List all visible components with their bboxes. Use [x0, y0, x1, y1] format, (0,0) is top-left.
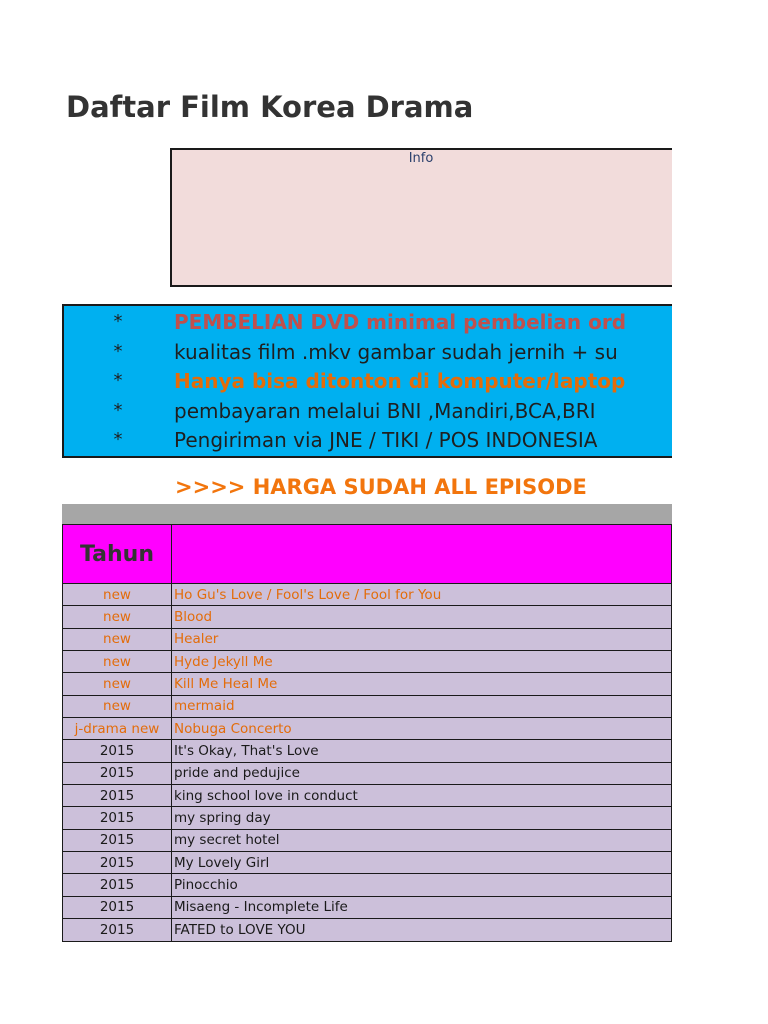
- year-cell: j-drama new: [63, 718, 172, 740]
- notice-item: [64, 307, 672, 337]
- table-row: [63, 852, 672, 874]
- notice-text: kualitas film .mkv gambar sudah jernih + su: [174, 339, 618, 364]
- notice-item: [64, 425, 672, 455]
- table-row: [63, 762, 672, 784]
- bullet-marker: *: [113, 429, 123, 451]
- notice-item: [64, 337, 672, 367]
- bullet-marker: *: [113, 399, 123, 421]
- table-row: [63, 740, 672, 762]
- year-cell: new: [63, 628, 172, 650]
- title-cell: my spring day: [172, 807, 672, 829]
- film-table: [62, 583, 672, 942]
- title-cell: My Lovely Girl: [172, 852, 672, 874]
- title-cell: Pinocchio: [172, 874, 672, 896]
- table-row: [63, 606, 672, 628]
- year-cell: new: [63, 651, 172, 673]
- title-cell: FATED to LOVE YOU: [172, 919, 672, 941]
- title-cell: king school love in conduct: [172, 785, 672, 807]
- year-cell: 2015: [63, 874, 172, 896]
- table-row: [63, 919, 672, 941]
- notice-text: Pengiriman via JNE / TIKI / POS INDONESIA: [174, 428, 598, 453]
- info-label: Info: [408, 151, 434, 166]
- table-row: [63, 785, 672, 807]
- year-cell: 2015: [63, 740, 172, 762]
- title-cell: Kill Me Heal Me: [172, 673, 672, 695]
- title-cell: Hyde Jekyll Me: [172, 651, 672, 673]
- year-cell: 2015: [63, 896, 172, 918]
- table-header: [62, 524, 672, 584]
- year-cell: 2015: [63, 852, 172, 874]
- title-cell: my secret hotel: [172, 829, 672, 851]
- bullet-marker: *: [113, 311, 123, 332]
- table-row: [63, 718, 672, 740]
- year-cell: 2015: [63, 785, 172, 807]
- page-title: Daftar Film Korea Drama: [66, 90, 474, 124]
- year-cell: new: [63, 584, 172, 606]
- year-cell: 2015: [63, 829, 172, 851]
- column-header-title: [172, 525, 671, 583]
- header-spacer-bar: [62, 504, 672, 524]
- column-header-year: Tahun: [63, 525, 172, 583]
- year-cell: 2015: [63, 807, 172, 829]
- table-row: [63, 651, 672, 673]
- year-cell: 2015: [63, 762, 172, 784]
- table-row: [63, 829, 672, 851]
- price-note: >>>> HARGA SUDAH ALL EPISODE: [175, 475, 587, 499]
- year-cell: 2015: [63, 919, 172, 941]
- table-row: [63, 628, 672, 650]
- notice-box: [62, 304, 672, 458]
- table-row: [63, 874, 672, 896]
- notice-item: [64, 366, 672, 396]
- info-box: [170, 148, 672, 287]
- table-row: [63, 695, 672, 717]
- table-row: [63, 584, 672, 606]
- notice-text: pembayaran melalui BNI ,Mandiri,BCA,BRI: [174, 398, 596, 423]
- notice-text: Hanya bisa ditonton di komputer/laptop: [174, 369, 626, 394]
- title-cell: mermaid: [172, 695, 672, 717]
- year-cell: new: [63, 673, 172, 695]
- title-cell: Blood: [172, 606, 672, 628]
- title-cell: Nobuga Concerto: [172, 718, 672, 740]
- bullet-marker: *: [113, 370, 123, 392]
- title-cell: Ho Gu's Love / Fool's Love / Fool for You: [172, 584, 672, 606]
- bullet-marker: *: [113, 340, 123, 362]
- title-cell: Misaeng - Incomplete Life: [172, 896, 672, 918]
- year-cell: new: [63, 695, 172, 717]
- table-row: [63, 673, 672, 695]
- notice-item: [64, 396, 672, 426]
- table-row: [63, 807, 672, 829]
- title-cell: Healer: [172, 628, 672, 650]
- table-row: [63, 896, 672, 918]
- title-cell: pride and pedujice: [172, 762, 672, 784]
- year-cell: new: [63, 606, 172, 628]
- notice-text: PEMBELIAN DVD minimal pembelian ord: [174, 310, 627, 334]
- title-cell: It's Okay, That's Love: [172, 740, 672, 762]
